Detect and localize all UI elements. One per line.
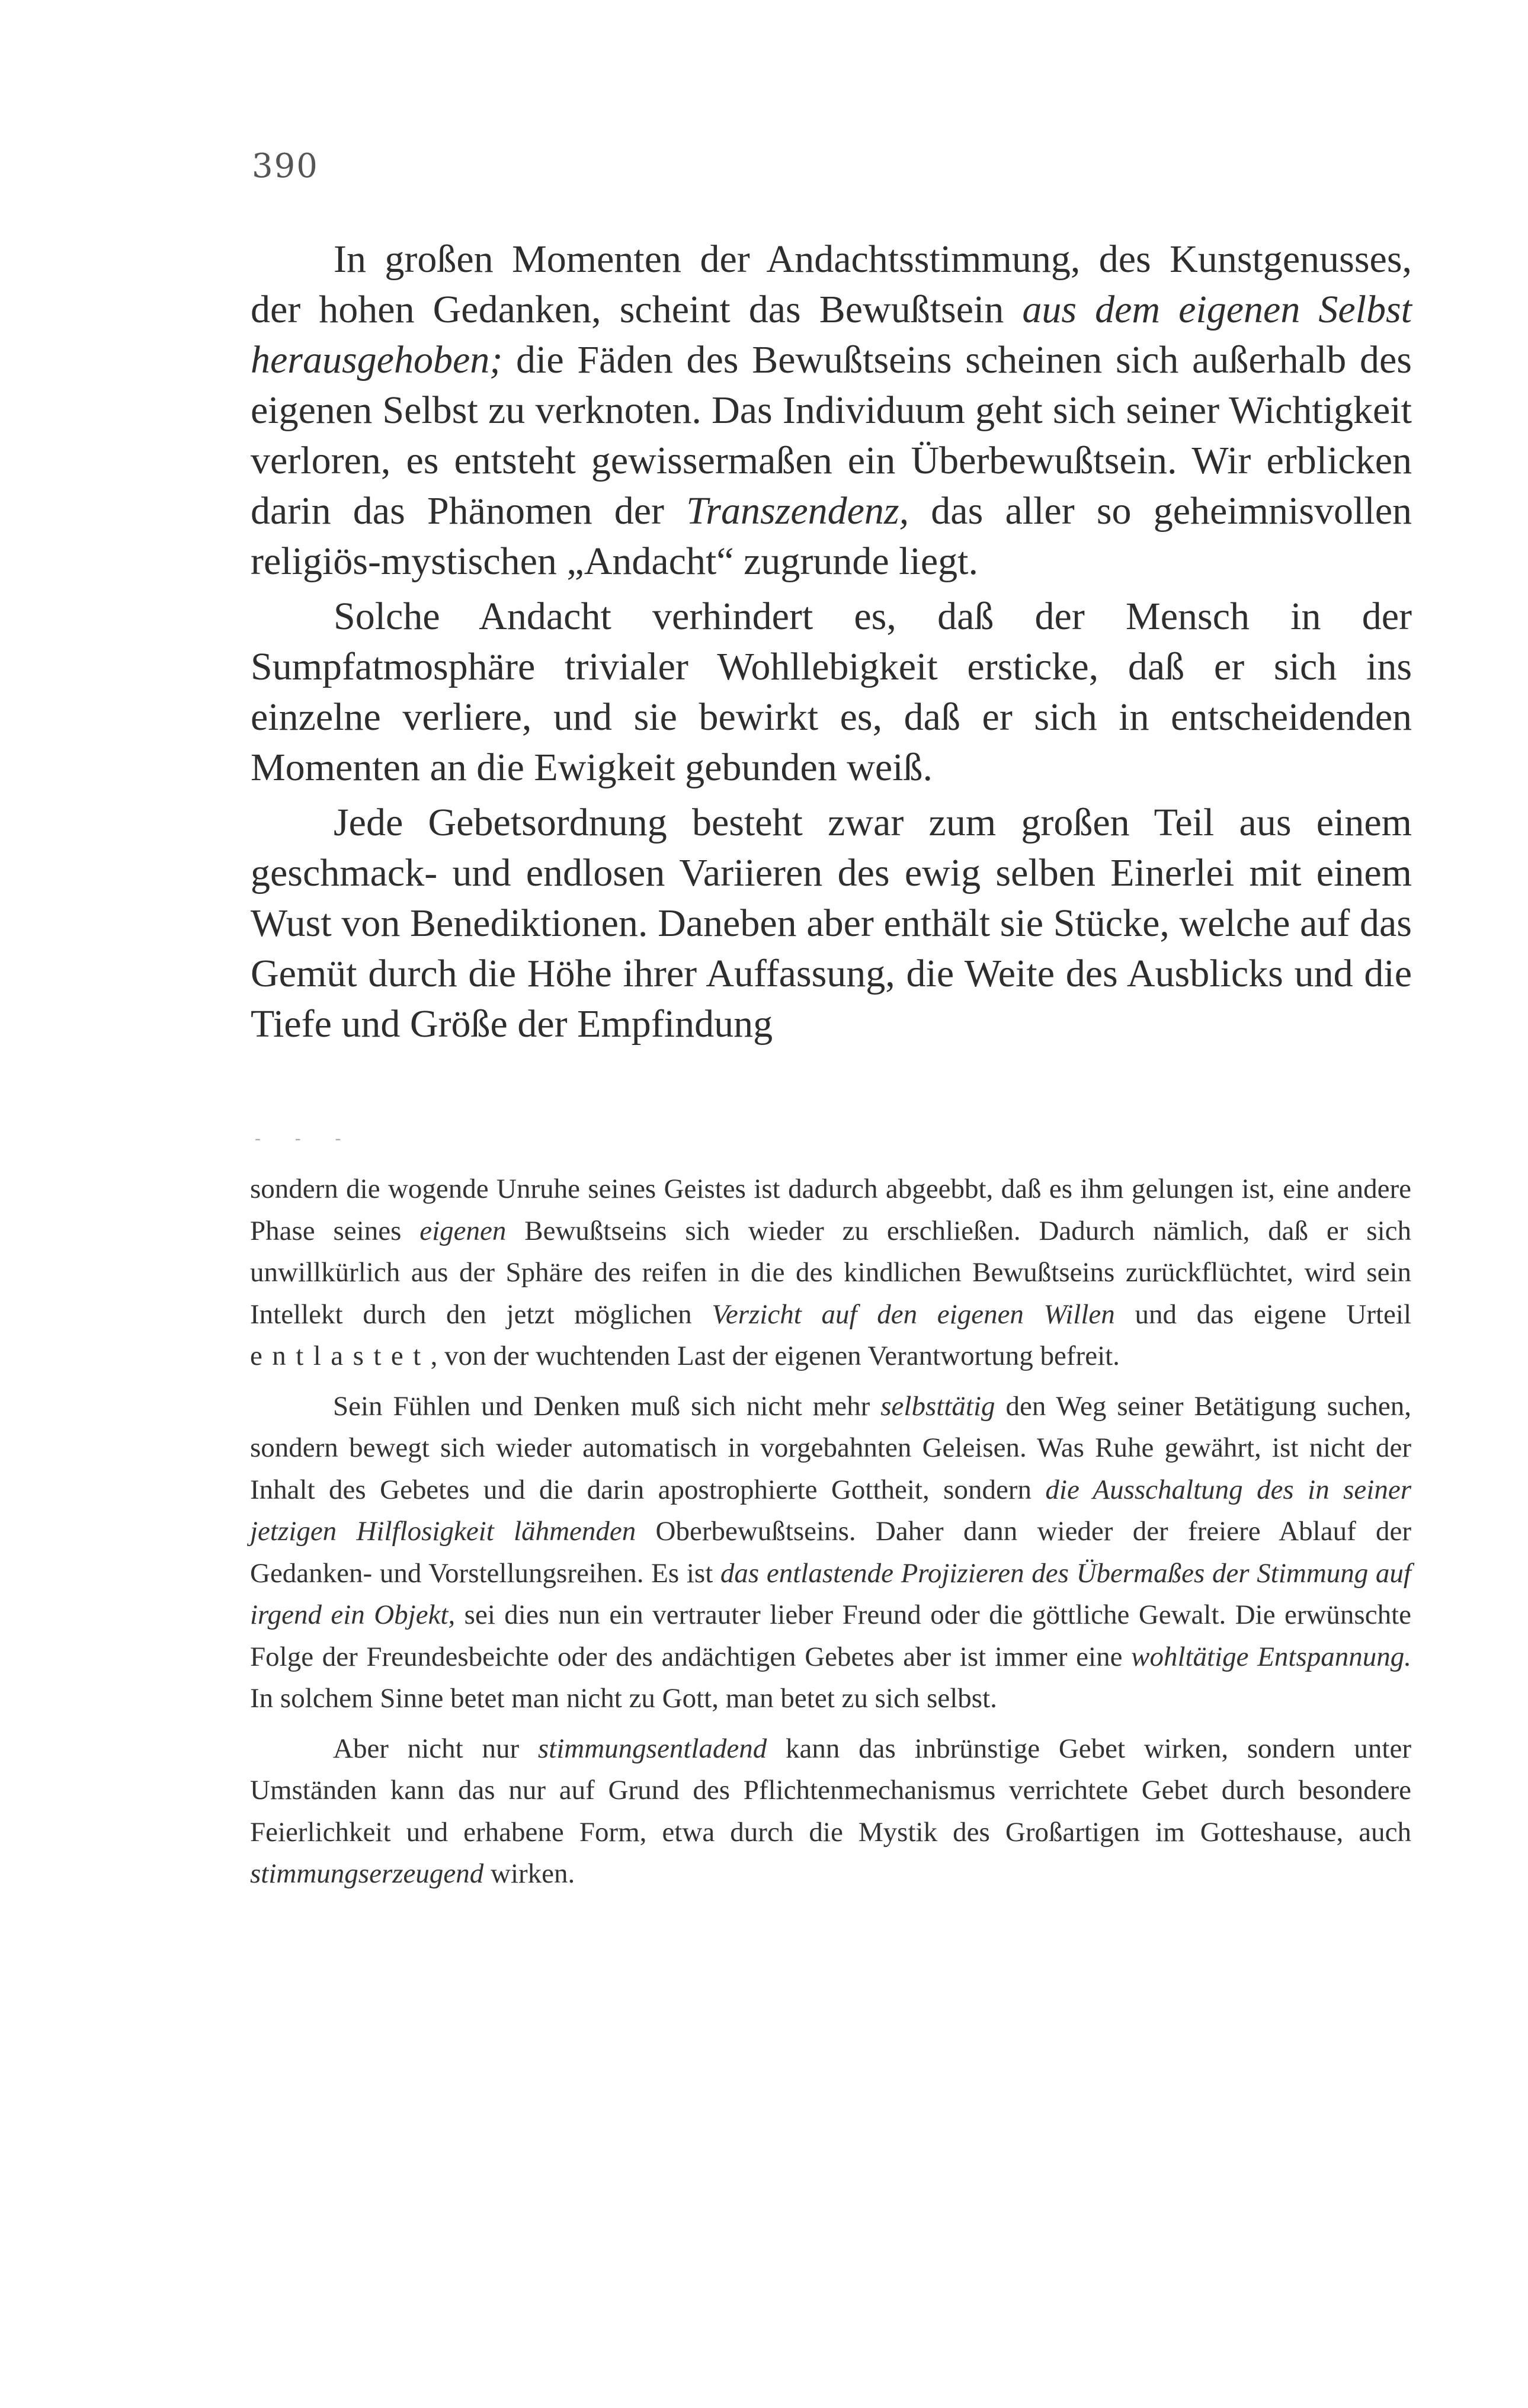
emphasis-run: Transzendenz, — [686, 489, 909, 533]
note-paragraph-3 — [250, 1728, 1411, 1895]
note-paragraph-2 — [250, 1386, 1411, 1720]
text-run: die Fäden des Bewußtseins scheinen sich außerhalb des eigenen Selbst zu verknoten. Das Individuum geht sich seiner Wichtigkeit verloren, es entsteht gewissermaßen ein Überbewußtsein. Wir erblicken darin das Phänomen der — [251, 338, 1412, 533]
text-run: Sein Fühlen und Denken muß sich nicht mehr — [333, 1390, 881, 1422]
text-run: sondern die wogende Unruhe seines Geistes ist dadurch abgeebbt, daß es ihm gelungen ist, eine andere Phase seines — [250, 1173, 1411, 1246]
text-run: das aller so geheimnisvollen religiös-mystischen „Andacht“ zugrunde liegt. — [251, 489, 1412, 583]
emphasis-run: die Ausschaltung des in seiner jetzigen Hilflosigkeit lähmenden — [250, 1474, 1411, 1547]
emphasis-run: stimmungsentladend — [537, 1733, 767, 1764]
text-run: In großen Momenten der Andachtsstimmung, des Kunstgenusses, der hohen Gedanken, scheint das Bewußtsein — [251, 238, 1412, 331]
text-run: wirken. — [483, 1858, 575, 1889]
emphasis-run: wohltätige Entspannung. — [1131, 1641, 1411, 1672]
text-run: sei dies nun ein vertrauter lieber Freund oder die göttliche Gewalt. Die erwünschte Folge der Freundesbeichte oder des andächtigen Gebetes aber ist immer eine — [250, 1599, 1411, 1672]
page-number: 390 — [252, 147, 319, 185]
emphasis-run: Verzicht auf den eigenen Willen — [712, 1298, 1115, 1330]
spaced-run: entlastet — [250, 1341, 431, 1371]
text-run: , von der wuchtenden Last der eigenen Verantwortung befreit. — [430, 1341, 1120, 1371]
note-paragraph-1 — [250, 1168, 1411, 1377]
text-run: und das eigene Urteil — [1114, 1298, 1412, 1330]
paragraph-1 — [251, 234, 1412, 586]
text-run: Aber nicht nur — [333, 1733, 538, 1764]
text-run: Oberbewußtseins. Daher dann wieder der freiere Ablauf der Gedanken- und Vorstellungsreihen. Es ist — [250, 1516, 1411, 1589]
main-text — [251, 234, 1412, 1049]
footnote-text — [250, 1168, 1411, 1895]
emphasis-run: eigenen — [419, 1215, 507, 1246]
emphasis-run: stimmungserzeugend — [250, 1858, 484, 1889]
text-run: Bewußtseins sich wieder zu erschließen. Dadurch nämlich, daß er sich unwillkürlich aus der Sphäre des reifen in die des kindlichen Bewußtseins zurückflüchtet, wird sein Intellekt durch den jetzt möglichen — [250, 1215, 1411, 1330]
text-run: In solchem Sinne betet man nicht zu Gott, man betet zu sich selbst. — [250, 1683, 997, 1714]
text-run: den Weg seiner Betätigung suchen, sondern bewegt sich wieder automatisch in vorgebahnten Geleisen. Was Ruhe gewährt, ist nicht der Inhalt des Gebetes und die darin apostrophierte Gottheit, sondern — [250, 1390, 1411, 1505]
paragraph-3: Jede Gebetsordnung besteht zwar zum großen Teil aus einem geschmack- und endlosen Variieren des ewig selben Einerlei mit einem Wust von Benediktionen. Daneben aber enthält sie Stücke, welche auf das Gemüt durch die Höhe ihrer Auffassung, die Weite des Ausblicks und die Tiefe und Größe der Empfindung — [251, 801, 1412, 1046]
emphasis-run: selbsttätig — [880, 1390, 995, 1422]
paragraph-2: Solche Andacht verhindert es, daß der Mensch in der Sumpfatmosphäre trivialer Wohllebigkeit ersticke, daß er sich ins einzelne verliere, und sie bewirkt es, daß er sich in entscheidenden Momenten an die Ewigkeit gebunden weiß. — [251, 595, 1412, 789]
emphasis-run: aus dem eigenen Selbst herausgehoben; — [251, 288, 1412, 381]
text-run: kann das inbrünstige Gebet wirken, sondern unter Umständen kann das nur auf Grund des Pflichtenmechanismus verrichtete Gebet durch besondere Feierlichkeit und erhabene Form, etwa durch die Mystik des Großartigen im Gotteshause, auch — [250, 1733, 1411, 1848]
emphasis-run: das entlastende Projizieren des Übermaßes der Stimmung auf irgend ein Objekt, — [250, 1557, 1411, 1630]
section-divider: - - - — [255, 1128, 355, 1149]
